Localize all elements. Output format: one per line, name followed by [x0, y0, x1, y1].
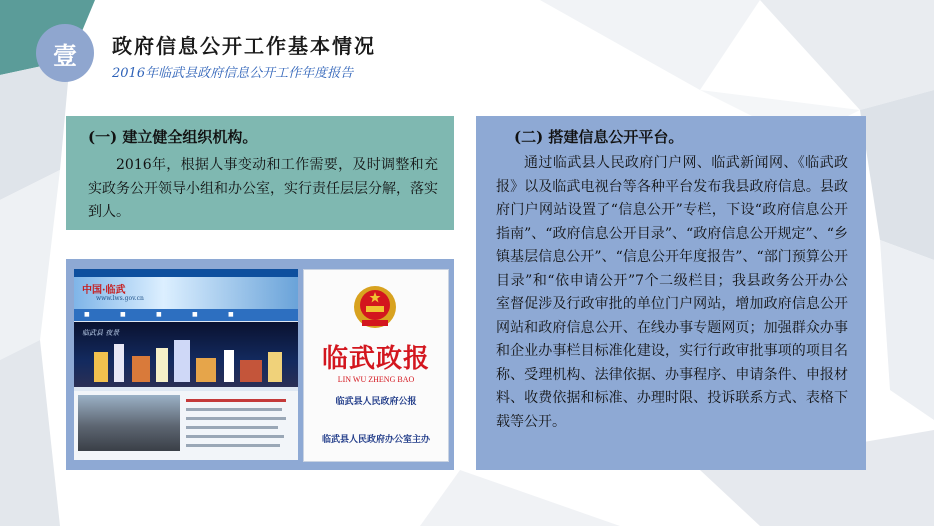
newspaper-cover: [303, 269, 449, 462]
national-emblem-icon: [352, 284, 398, 330]
newspaper-host: 临武县人民政府办公室主办: [321, 435, 430, 445]
section1-heading: (一) 建立健全组织机构。: [88, 128, 258, 146]
newspaper-subtitle: 临武县人民政府公报: [335, 397, 417, 407]
government-website-screenshot: [74, 269, 298, 460]
section2-body: 通过临武县人民政府门户网、临武新闻网、《临武政报》以及临武电视台等各种平台发布我县政府信息。县政府门户网站设置了“信息公开”专栏，下设“政府信息公开指南”、“政府信息公开目录”、“政府信息公开规定”、“乡镇基层信息公开”、“信息公开年度报告”、“部门预算公开目录”和“依申请公开”7个二级栏目；我县政务公开办公室督促涉及行政审批的单位门户网站，增加政府信息公开网站和政府信息公开、在线办事专题网页；加强群众办事和企业办事栏目标准化建设，实行行政审批事项的项目名称、受理机构、法律依据、办事程序、申请条件、申报材料、收费依据和标准、办理时限、投诉联系方式、表格下载等公开。: [496, 155, 848, 430]
website-logo: 中国·临武: [82, 285, 126, 296]
news-photo: [78, 395, 180, 451]
section2-panel: [476, 116, 866, 470]
section-number-badge: 壹: [36, 24, 94, 82]
page-subtitle: 2016年临武县政府信息公开工作年度报告: [112, 66, 354, 81]
website-news-area: [74, 391, 298, 460]
section1-panel: [66, 116, 454, 230]
page-title: 政府信息公开工作基本情况: [112, 34, 376, 58]
newspaper-name: 临武政报: [321, 344, 430, 374]
section1-body: 2016年，根据人事变动和工作需要，及时调整和充实政务公开领导小组和办公室，实行责任层层分解，落实到人。: [88, 157, 438, 220]
newspaper-pinyin: LIN WU ZHENG BAO: [337, 375, 415, 384]
website-topbar: [74, 269, 298, 277]
section2-heading: (二) 搭建信息公开平台。: [514, 128, 684, 146]
website-url: www.lws.gov.cn: [96, 295, 144, 302]
website-hero-caption: 临武县 夜景: [82, 329, 120, 337]
website-nav: ■ ■ ■ ■ ■: [74, 309, 298, 321]
website-hero-image: [74, 322, 298, 387]
